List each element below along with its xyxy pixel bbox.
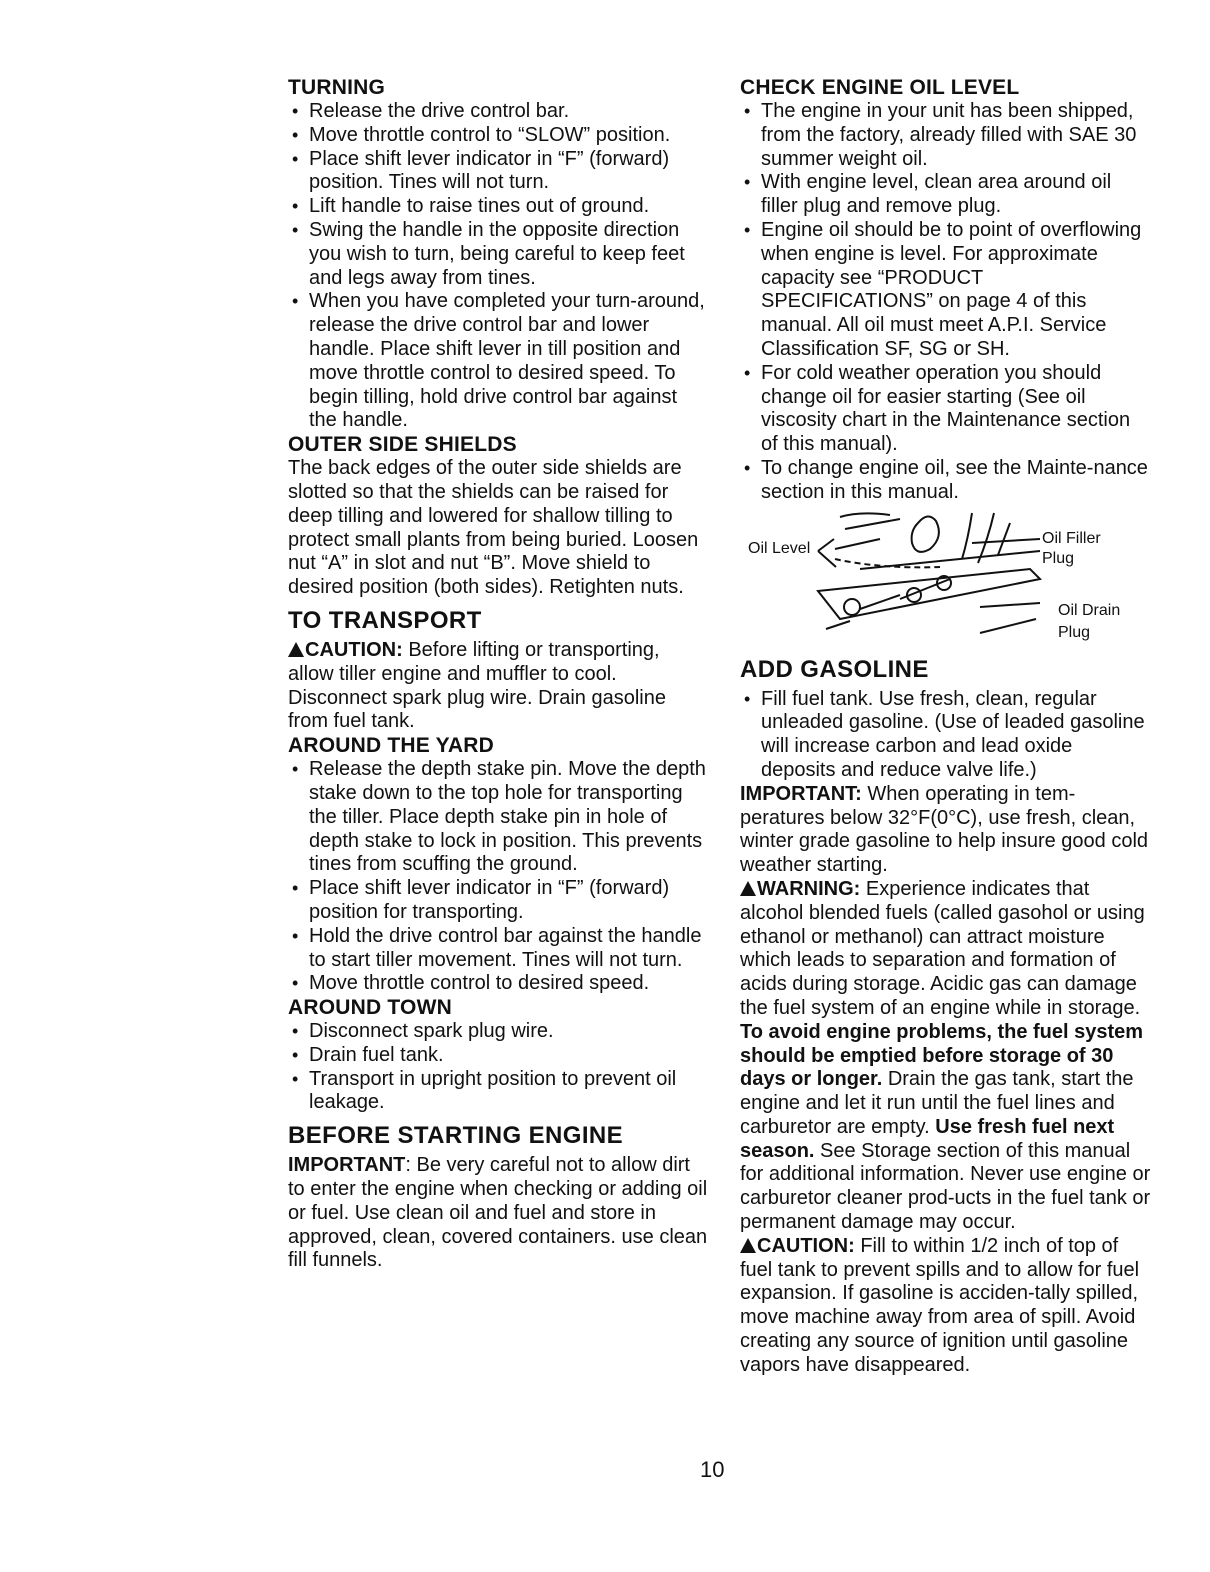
important-text: : Be very careful not to allow dirt to enter the engine when checking or adding oil or fuel. Use clean oil and fuel and store in approved, clean, covered containers. use clean fill funnels. (288, 1154, 708, 1272)
engine-outline (840, 513, 890, 517)
list-item: • The engine in your unit has been shipped, from the factory, already filled with SAE 30 summer weight oil. (740, 100, 1152, 171)
caution-label: CAUTION: (305, 638, 403, 661)
oil-filler-plug-label: Plug (1042, 549, 1075, 567)
around-the-yard-heading: AROUND THE YARD (288, 734, 495, 758)
warning-text: Drain the gas tank, start the engine and let it run until the fuel lines and carburetor are empty. (740, 1068, 1134, 1138)
list-item: • To change engine oil, see the Mainte-nance section in this manual. (740, 457, 1152, 505)
leader-line (818, 551, 836, 567)
oil-level-label: Oil Level (748, 539, 811, 557)
check-oil-list (740, 100, 1152, 505)
leader-line (972, 539, 1040, 543)
right-column (740, 76, 1152, 1378)
important-label: IMPORTANT: (740, 782, 862, 805)
page-number: 10 (700, 1457, 725, 1482)
outer-side-shields-heading: OUTER SIDE SHIELDS (288, 433, 517, 457)
engine-outline (845, 519, 900, 529)
list-item: • With engine level, clean area around oil filler plug and remove plug. (740, 171, 1152, 219)
tank-body (818, 569, 1040, 619)
gasoline-important (740, 783, 1152, 878)
to-transport-heading: TO TRANSPORT (288, 606, 482, 634)
around-the-yard-list (288, 758, 708, 996)
list-item: • Hold the drive control bar against the handle to start tiller movement. Tines will not turn. (288, 925, 708, 973)
caution-text: Before lifting or transporting, allow tiller engine and muffler to cool. Disconnect spark plug wire. Drain gasoline from fuel tank. (288, 638, 666, 733)
engine-outline (962, 513, 972, 559)
around-town-heading: AROUND TOWN (288, 996, 452, 1020)
caution-label: CAUTION: (757, 1234, 855, 1257)
list-item: • Fill fuel tank. Use fresh, clean, regular unleaded gasoline. (Use of leaded gasoline will increase carbon and lead oxide deposits and reduce valve life.) (740, 688, 1152, 783)
tank-edge (860, 551, 1040, 569)
turning-list (288, 100, 708, 433)
before-starting-heading: BEFORE STARTING ENGINE (288, 1122, 624, 1150)
left-column (288, 76, 708, 1273)
warning-bold-text: Use fresh fuel next season. (740, 1115, 1115, 1162)
outer-side-shields-text: The back edges of the outer side shields are slotted so that the shields can be raised for deep tilling and lowered for shallow tilling to protect small plants from being buried. Loosen nut “A” in slot and nut “B”. Move shield to desired position (both sides). Retighten nuts. (288, 457, 699, 599)
important-label: IMPORTANT (288, 1154, 406, 1177)
add-gasoline-heading: ADD GASOLINE (740, 655, 929, 683)
warning-triangle-icon (288, 642, 304, 657)
leader-line (980, 603, 1040, 607)
list-item: • Drain fuel tank. (288, 1044, 708, 1068)
gasoline-caution (740, 1235, 1152, 1378)
oil-drain-label: Oil Drain (1058, 601, 1121, 619)
engine-outline (835, 539, 880, 549)
oil-drain-plug-label: Plug (1058, 623, 1091, 641)
tank-detail (826, 621, 850, 629)
check-oil-heading: CHECK ENGINE OIL LEVEL (740, 76, 1020, 99)
list-item: • Swing the handle in the opposite direction you wish to turn, being careful to keep feet and legs away from tines. (288, 219, 708, 290)
list-item: • Disconnect spark plug wire. (288, 1020, 708, 1044)
turning-heading: TURNING (288, 76, 386, 99)
caution-text: Fill to within 1/2 inch of top of fuel tank to prevent spills and to allow for fuel expansion. If gasoline is acciden-tally spilled, move machine away from area of spill. Avoid creating any source of ignition until gasoline vapors have disappeared. (740, 1234, 1140, 1376)
warning-text: See Storage section of this manual for additional information. Never use engine or carburetor cleaner prod-ucts in the fuel tank or permanent damage may occur. (740, 1139, 1151, 1234)
warning-triangle-icon (740, 881, 756, 896)
list-item: • For cold weather operation you should change oil for easier starting (See oil viscosity chart in the Maintenance section of this manual). (740, 362, 1152, 457)
gasoline-warning (740, 878, 1152, 1235)
warning-label: WARNING: (757, 877, 861, 900)
list-item: • Lift handle to raise tines out of ground. (288, 195, 708, 219)
drain-plug-shape (844, 599, 860, 615)
warning-triangle-icon (740, 1238, 756, 1253)
list-item: • Place shift lever indicator in “F” (forward) position. Tines will not turn. (288, 148, 708, 196)
warning-text: Experience indicates that alcohol blended fuels (called gasohol or using ethanol or methanol) can attract moisture which leads to separation and formation of acids during storage. Acidic gas can damage the fuel system of an engine while in storage. (740, 877, 1145, 1019)
engine-outline (998, 523, 1010, 555)
list-item: • Move throttle control to “SLOW” position. (288, 124, 708, 148)
list-item: • Place shift lever indicator in “F” (forward) position for transporting. (288, 877, 708, 925)
leader-line (818, 539, 834, 551)
around-town-list (288, 1020, 708, 1115)
transport-caution (288, 639, 708, 734)
important-text: When operating in tem-peratures below 32°F(0°C), use fresh, clean, winter grade gasoline to help insure good cold weather starting. (740, 782, 1149, 877)
add-gasoline-list (740, 688, 1152, 783)
list-item: • Release the drive control bar. (288, 100, 708, 124)
list-item: • When you have completed your turn-around, release the drive control bar and lower handle. Place shift lever in till position and move throttle control to desired speed. To begin tilling, hold drive control bar against the handle. (288, 290, 708, 433)
tank-detail (860, 595, 900, 609)
oil-filler-label: Oil Filler (1042, 529, 1101, 547)
engine-oil-diagram (740, 509, 1152, 649)
warning-bold-text: To avoid engine problems, the fuel system should be emptied before storage of 30 days or longer. (740, 1020, 1144, 1091)
list-item: • Engine oil should be to point of overflowing when engine is level. For approximate capacity see “PRODUCT SPECIFICATIONS” on page 4 of this manual. All oil must meet A.P.I. Service Classification SF, SG or SH. (740, 219, 1152, 362)
tank-detail (980, 619, 1036, 633)
list-item: • Transport in upright position to prevent oil leakage. (288, 1068, 708, 1116)
list-item: • Release the depth stake pin. Move the depth stake down to the top hole for transporting the tiller. Place depth stake pin in hole of depth stake to lock in position. This prevents tines from scuffing the ground. (288, 758, 708, 877)
list-item: • Move throttle control to desired speed. (288, 972, 708, 996)
filler-cap-shape (912, 516, 939, 551)
before-starting-text (288, 1154, 708, 1273)
